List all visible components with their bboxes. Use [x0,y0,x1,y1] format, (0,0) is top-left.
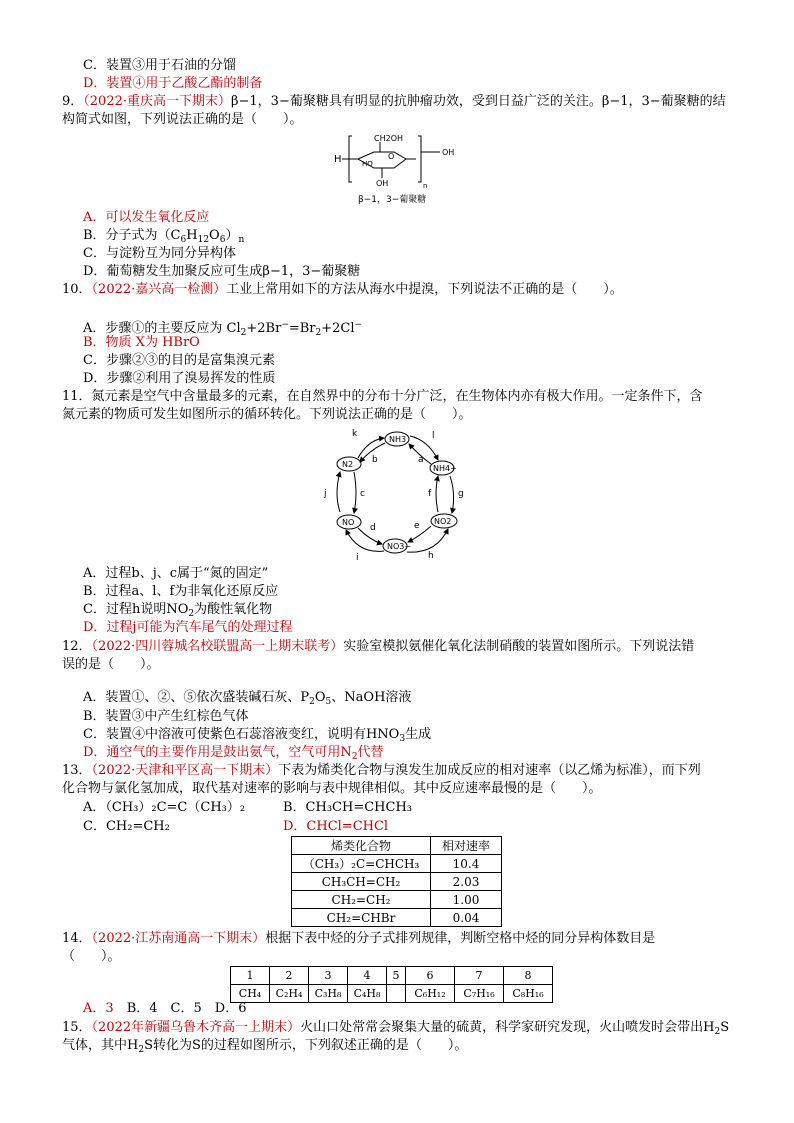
table-row [292,873,502,891]
table-cell: 4 [348,967,387,985]
q9-option-c: C．与淀粉互为同分异构体 [83,246,236,261]
oh-right-label: OH [442,148,455,157]
q12-option-d: D．通空气的主要作用是鼓出氨气，空气可用$N_2$代替 [83,745,384,762]
q12-option-c: C．装置④中溶液可使紫色石蕊溶液变红，说明有$HNO_3$生成 [83,727,432,744]
q10-option-d: D．步骤②利用了溴易挥发的性质 [83,371,276,386]
node-no2: NO2 [434,517,452,526]
q11-option-d: D．过程j可能为汽车尾气的处理过程 [83,620,293,635]
ho-label: HO [362,160,373,168]
table-cell: CH₄ [231,985,270,1003]
arrow-label-a: a [418,455,424,465]
table-cell: 1 [231,967,270,985]
question-15-stem-2: 气体，其中$H_2S$转化为S的过程如图所示，下列叙述正确的是（ ）。 [62,1038,468,1055]
table-row [231,985,553,1003]
table-cell: 0.04 [431,909,502,927]
q14-option-d: D．6 [214,1001,247,1016]
arrow-label-d: d [370,523,376,533]
table-cell: CH₃CH=CH₂ [292,873,431,891]
q11-option-a: A．过程b、j、c属于“氮的固定” [83,566,269,581]
option-c: C．装置③用于石油的分馏 [83,58,236,73]
q12-option-a: A．装置①、②、⑤依次盛装碱石灰、$P_2O_5$、NaOH溶液 [83,690,412,707]
table-cell: 7 [455,967,504,985]
q9-option-b: B．分子式为$(C_6H_{12}O_6)_n$ [83,228,245,245]
table-cell: 6 [406,967,455,985]
ring-o-label: O [388,152,395,161]
question-13-stem: 13．（2022·天津和平区高一下期末）下表为烯类化合物与溴发生加成反应的相对速率（以乙烯为标准），而下列 [62,763,701,778]
glucan-structure-figure [330,130,470,208]
question-9-stem: 9．（2022·重庆高一下期末）β−1，3−葡聚糖具有明显的抗肿瘤功效，受到日益广泛的关注。β−1，3−葡聚糖的结 [62,94,726,109]
table-cell: CH₂=CHBr [292,909,431,927]
q14-options [83,1000,246,1018]
arrow-label-l: l [432,431,435,441]
question-15-stem: 15．（2022年新疆乌鲁木齐高一上期末）火山口处常常会聚集大量的硫黄，科学家研究发现，火山喷发时会带出$H_2S$ [62,1020,730,1037]
question-14-stem: 14．（2022·江苏南通高一下期末）根据下表中烃的分子式排列规律，判断空格中烃的同分异构体数目是 [62,931,656,946]
table-row [231,967,553,985]
q10-option-a: A．步骤①的主要反应为 $Cl_2+2Br^-=Br_2+2Cl^-$ [83,320,363,338]
table-cell [387,985,406,1003]
table-cell: 2.03 [431,873,502,891]
arrow-label-b: b [372,455,378,465]
table-cell: 5 [387,967,406,985]
question-13-stem-2: 化合物与氯化氢加成，取代基对速率的影响与表中规律相似。其中反应速率最慢的是（ ）。 [62,781,602,796]
arrow-label-k: k [352,429,358,439]
q12-option-b: B．装置③中产生红棕色气体 [83,709,249,724]
q9-option-d: D．葡萄糖发生加聚反应可生成β−1，3−葡聚糖 [83,264,361,279]
table-row [292,909,502,927]
table-cell: C₆H₁₂ [406,985,455,1003]
q13-option-d: D．CHCl=CHCl [283,819,389,834]
question-12-stem: 12．（2022·四川蓉城名校联盟高一上期末联考）实验室模拟氨催化氧化法制硝酸的装置如图所示。下列说法错 [62,639,695,654]
hydrocarbon-sequence-table [230,966,553,1003]
table-header: 烯类化合物 [292,837,431,855]
node-n2: N2 [342,460,354,469]
table-cell: 10.4 [431,855,502,873]
arrow-label-f: f [428,489,432,499]
question-9-stem-2: 构简式如图，下列说法正确的是（ ）。 [62,112,303,127]
arrow-label-j: j [324,489,327,499]
table-cell: CH₂=CH₂ [292,891,431,909]
table-cell: C₄H₈ [348,985,387,1003]
q13-option-c: C．CH₂=CH₂ [83,819,170,834]
option-d: D．装置④用于乙酸乙酯的制备 [83,76,263,91]
node-no: NO [342,518,355,527]
table-row [292,891,502,909]
question-10-stem: 10．（2022·嘉兴高一检测）工业上常用如下的方法从海水中提溴，下列说法不正确的是（ ）。 [62,282,623,297]
table-header-row [292,837,502,855]
q10-option-c: C．步骤②③的目的是富集溴元素 [83,353,275,368]
alkene-rate-table [291,836,502,927]
table-cell: C₃H₈ [309,985,348,1003]
arrow-label-h: h [428,551,434,561]
oh-bottom-label: OH [376,179,389,188]
question-12-stem-2: 误的是（ ）。 [62,657,160,672]
q13-option-b: B．CH₃CH=CHCH₃ [283,800,413,815]
q11-option-c: C．过程h说明$NO_2$为酸性氧化物 [83,602,273,619]
question-11-stem: 11．氮元素是空气中含量最多的元素，在自然界中的分布十分广泛，在生物体内亦有极大作用。一定条件下，含 [62,389,703,404]
node-nh3: NH3 [389,435,407,444]
node-no3: NO3− [387,542,412,551]
arrow-label-g: g [458,489,464,499]
n-label: n [423,182,428,190]
q10-option-b: B．物质 X为 HBrO [83,335,200,350]
table-cell: 8 [504,967,553,985]
table-cell: 2 [270,967,309,985]
q14-option-c: C．5 [170,1001,202,1016]
arrow-label-e: e [414,521,420,531]
table-header: 相对速率 [431,837,502,855]
table-cell: C₂H₄ [270,985,309,1003]
node-nh4: NH4+ [433,464,457,473]
q11-option-b: B．过程a、l、f为非氧化还原反应 [83,584,279,599]
nitrogen-cycle-diagram [318,424,476,564]
q14-option-b: B．4 [126,1001,158,1016]
ch2oh-label: CH2OH [374,134,404,143]
figure-caption: β−1，3−葡聚糖 [358,195,427,205]
h-label: H [334,154,342,165]
q13-option-a: A．（CH₃）₂C=C（CH₃）₂ [83,800,246,815]
question-11-stem-2: 氮元素的物质可发生如图所示的循环转化。下列说法正确的是（ ）。 [62,407,472,422]
question-14-stem-2: （ ）。 [62,949,121,964]
table-cell: C₈H₁₆ [504,985,553,1003]
table-row [292,855,502,873]
q14-option-a: A．3 [83,1001,114,1016]
table-cell: 3 [309,967,348,985]
arrow-label-c: c [360,489,365,499]
q9-option-a: A．可以发生氧化反应 [83,210,210,225]
arrow-label-i: i [356,553,359,563]
table-cell: C₇H₁₆ [455,985,504,1003]
table-cell: （CH₃）₂C=CHCH₃ [292,855,431,873]
table-cell: 1.00 [431,891,502,909]
